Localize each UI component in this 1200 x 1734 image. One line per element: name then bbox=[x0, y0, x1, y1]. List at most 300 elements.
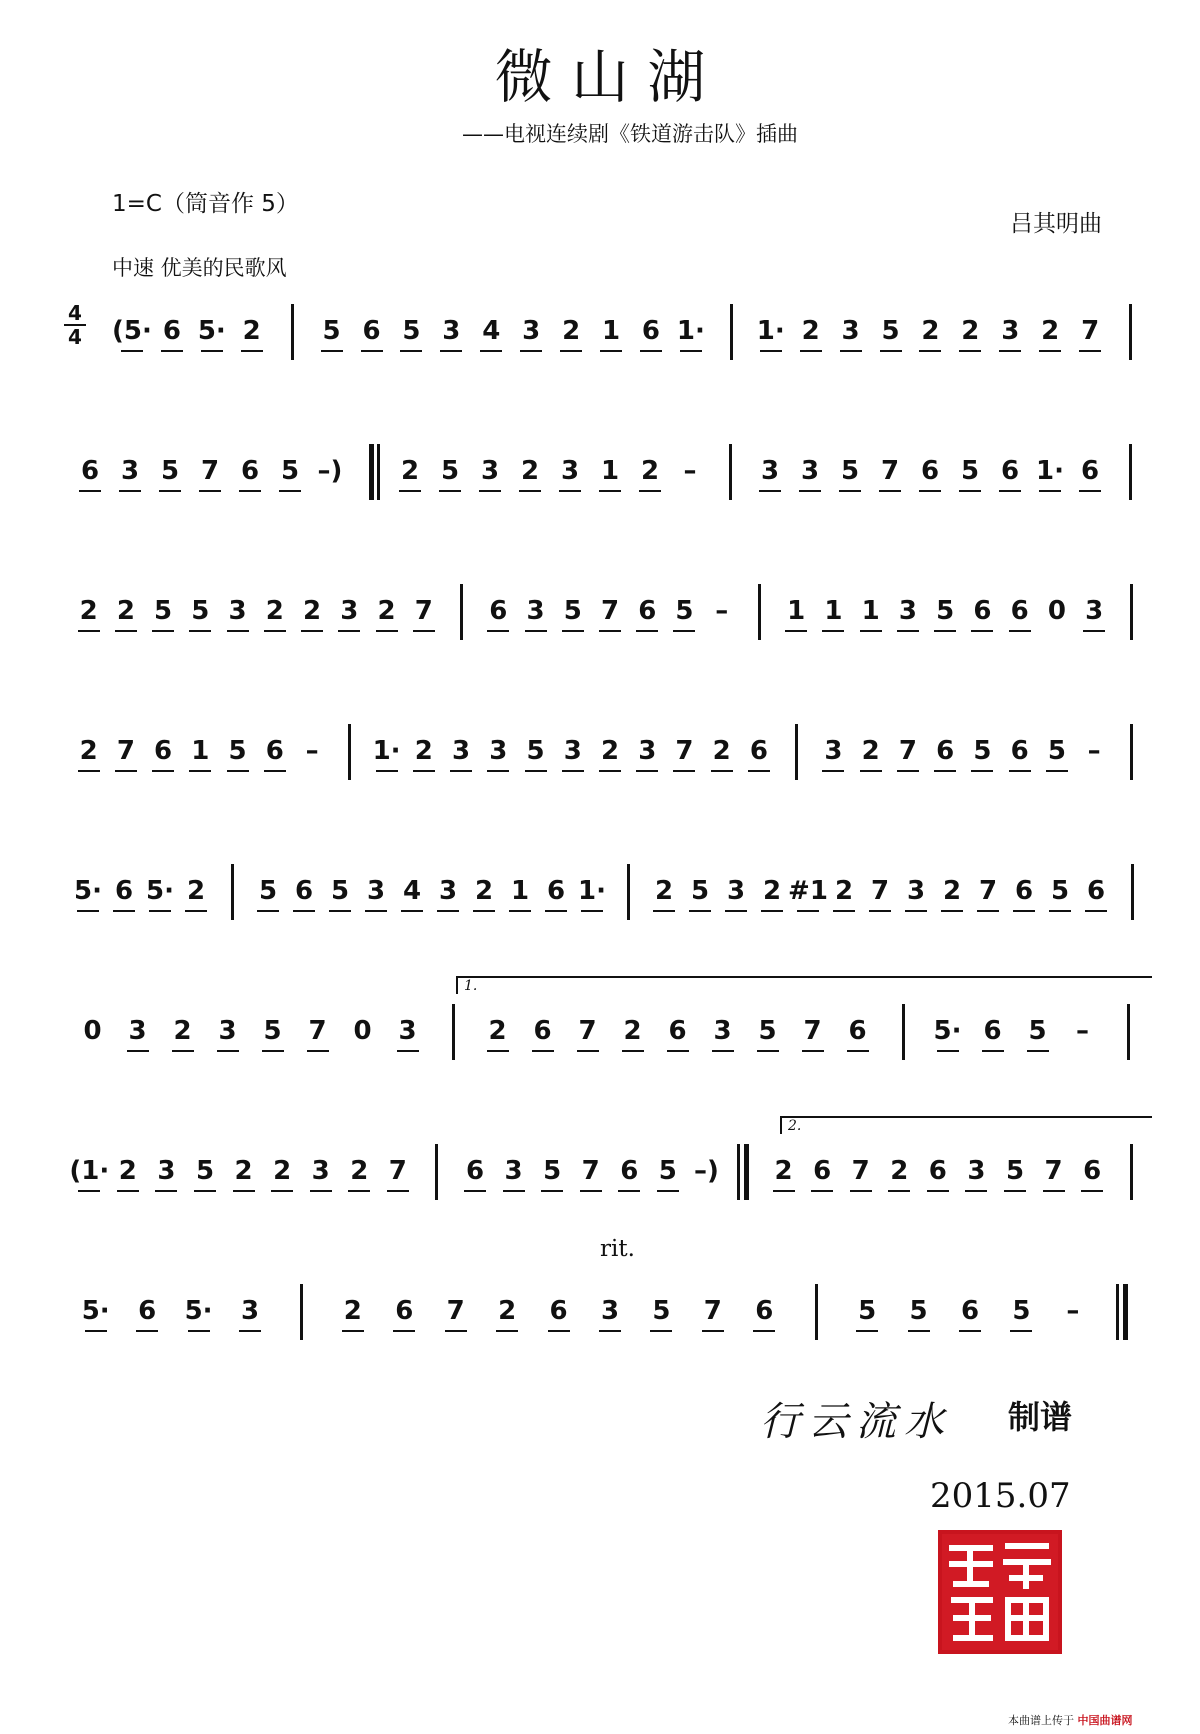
note: 7 bbox=[581, 1156, 600, 1186]
beam-line bbox=[1039, 490, 1061, 492]
beam-line bbox=[113, 910, 135, 912]
beam-line bbox=[241, 350, 263, 352]
beam-line bbox=[959, 350, 981, 352]
note: 6 bbox=[80, 456, 100, 486]
note: – bbox=[1087, 736, 1101, 766]
note: 2 bbox=[273, 1156, 292, 1186]
note: 3 bbox=[240, 1296, 260, 1326]
barline bbox=[348, 724, 351, 780]
note: 6 bbox=[755, 1296, 774, 1326]
beam-line bbox=[338, 630, 360, 632]
beam-line bbox=[387, 1190, 409, 1192]
note: 4 bbox=[402, 876, 422, 906]
note: 2 bbox=[861, 736, 880, 766]
beam-line bbox=[321, 350, 343, 352]
note: 6 bbox=[265, 736, 284, 766]
beam-line bbox=[262, 1050, 284, 1052]
note: 5 bbox=[191, 596, 210, 626]
barline bbox=[1127, 1004, 1130, 1060]
beam-line bbox=[1079, 350, 1101, 352]
note: 1 bbox=[601, 316, 621, 346]
beam-line bbox=[548, 1330, 570, 1332]
note: –) bbox=[693, 1156, 719, 1186]
barline bbox=[1123, 1284, 1128, 1340]
beam-line bbox=[437, 910, 459, 912]
beam-line bbox=[689, 910, 711, 912]
score-line-7 bbox=[0, 1140, 1200, 1220]
note: 6 bbox=[362, 316, 381, 346]
note: 5 bbox=[909, 1296, 928, 1326]
barline bbox=[744, 1144, 749, 1200]
note: 5· bbox=[146, 876, 174, 906]
note: 6 bbox=[114, 876, 134, 906]
note: – bbox=[683, 456, 697, 486]
note: – bbox=[715, 596, 729, 626]
note: 2 bbox=[400, 456, 420, 486]
beam-line bbox=[413, 630, 435, 632]
beam-line bbox=[509, 910, 531, 912]
beam-line bbox=[1079, 490, 1101, 492]
beam-line bbox=[307, 1050, 329, 1052]
note: 3 bbox=[340, 596, 359, 626]
note: 5 bbox=[1028, 1016, 1047, 1046]
key-signature: 1=C（筒音作 5） bbox=[112, 191, 299, 217]
beam-line bbox=[640, 350, 662, 352]
beam-line bbox=[599, 630, 621, 632]
beam-line bbox=[152, 630, 174, 632]
subtitle: ——电视连续剧《铁道游击队》插曲 bbox=[462, 122, 798, 146]
note: 5· bbox=[933, 1016, 962, 1046]
beam-line bbox=[161, 350, 183, 352]
note: –) bbox=[317, 456, 343, 486]
beam-line bbox=[560, 350, 582, 352]
beam-line bbox=[149, 910, 171, 912]
beam-line bbox=[599, 770, 621, 772]
beam-line bbox=[189, 770, 211, 772]
note: 2 bbox=[234, 1156, 253, 1186]
note: 2 bbox=[762, 876, 782, 906]
note: 1 bbox=[787, 596, 806, 626]
beam-line bbox=[348, 1190, 370, 1192]
note: 7 bbox=[414, 596, 433, 626]
note: 2 bbox=[1041, 316, 1060, 346]
beam-line bbox=[725, 910, 747, 912]
barline bbox=[1130, 1144, 1133, 1200]
beam-line bbox=[78, 630, 100, 632]
beam-line bbox=[78, 770, 100, 772]
beam-line bbox=[440, 350, 462, 352]
beam-line bbox=[520, 350, 542, 352]
note: 1· bbox=[676, 316, 705, 346]
score-line-6 bbox=[0, 1000, 1200, 1080]
note: 7 bbox=[116, 736, 135, 766]
beam-line bbox=[673, 770, 695, 772]
beam-line bbox=[636, 770, 658, 772]
note: 1 bbox=[600, 456, 620, 486]
beam-line bbox=[905, 910, 927, 912]
beam-line bbox=[869, 910, 891, 912]
beam-line bbox=[217, 1050, 239, 1052]
beam-line bbox=[833, 910, 855, 912]
beam-line bbox=[856, 1330, 878, 1332]
beam-line bbox=[999, 490, 1021, 492]
note: 2 bbox=[600, 736, 620, 766]
note: 6 bbox=[960, 1296, 980, 1326]
note: 5· bbox=[74, 876, 102, 906]
note: 6 bbox=[465, 1156, 485, 1186]
beam-line bbox=[1010, 1330, 1032, 1332]
beam-line bbox=[636, 630, 658, 632]
note: 2 bbox=[474, 876, 494, 906]
barline bbox=[1129, 304, 1132, 360]
beam-line bbox=[329, 910, 351, 912]
note: 3 bbox=[560, 456, 580, 486]
beam-line bbox=[464, 1190, 486, 1192]
beam-line bbox=[77, 910, 99, 912]
tempo-marking: 中速 优美的民歌风 bbox=[112, 256, 287, 280]
note: 6 bbox=[154, 736, 173, 766]
note: 2 bbox=[242, 316, 261, 346]
beam-line bbox=[172, 1050, 194, 1052]
note: 2 bbox=[640, 456, 660, 486]
beam-line bbox=[119, 490, 141, 492]
note: 3 bbox=[228, 596, 247, 626]
note: 3 bbox=[841, 316, 860, 346]
note: 5 bbox=[1050, 876, 1070, 906]
note: 7 bbox=[851, 1156, 870, 1186]
note: 6 bbox=[1010, 736, 1029, 766]
beam-line bbox=[577, 1050, 599, 1052]
beam-line bbox=[159, 490, 181, 492]
beam-line bbox=[115, 770, 137, 772]
note: 3 bbox=[526, 596, 545, 626]
note: 7 bbox=[803, 1016, 822, 1046]
beam-line bbox=[599, 1330, 621, 1332]
note: 2 bbox=[79, 596, 98, 626]
beam-line bbox=[581, 910, 603, 912]
note: 5 bbox=[881, 316, 900, 346]
beam-line bbox=[1027, 1050, 1049, 1052]
note: 2 bbox=[350, 1156, 369, 1186]
note: 1 bbox=[191, 736, 210, 766]
note: 2 bbox=[377, 596, 396, 626]
note: 3 bbox=[600, 1296, 620, 1326]
beam-line bbox=[1046, 770, 1068, 772]
beam-line bbox=[711, 770, 733, 772]
beam-line bbox=[199, 490, 221, 492]
note: 7 bbox=[1044, 1156, 1063, 1186]
beam-line bbox=[1004, 1190, 1026, 1192]
barline bbox=[902, 1004, 905, 1060]
beam-line bbox=[532, 1050, 554, 1052]
footer-credit bbox=[1008, 1712, 1133, 1728]
note: 7 bbox=[446, 1296, 465, 1326]
beam-line bbox=[1085, 910, 1107, 912]
note: 6 bbox=[620, 1156, 639, 1186]
note: 2 bbox=[562, 316, 581, 346]
note: 3 bbox=[824, 736, 843, 766]
note: 5 bbox=[563, 596, 582, 626]
beam-line bbox=[799, 490, 821, 492]
note: 7 bbox=[308, 1016, 327, 1046]
beam-line bbox=[264, 630, 286, 632]
beam-line bbox=[934, 630, 956, 632]
beam-line bbox=[908, 1330, 930, 1332]
barline bbox=[300, 1284, 303, 1340]
beam-line bbox=[293, 910, 315, 912]
beam-line bbox=[85, 1330, 107, 1332]
beam-line bbox=[811, 1190, 833, 1192]
note: 6 bbox=[641, 316, 660, 346]
beam-line bbox=[580, 1190, 602, 1192]
beam-line bbox=[545, 910, 567, 912]
beam-line bbox=[712, 1050, 734, 1052]
note: 5 bbox=[858, 1296, 877, 1326]
note: 6 bbox=[813, 1156, 832, 1186]
beam-line bbox=[310, 1190, 332, 1192]
beam-line bbox=[797, 910, 819, 912]
score-line-5 bbox=[0, 860, 1200, 940]
beam-line bbox=[342, 1330, 364, 1332]
beam-line bbox=[117, 1190, 139, 1192]
beam-line bbox=[971, 770, 993, 772]
beam-line bbox=[562, 770, 584, 772]
note: 5 bbox=[1005, 1156, 1025, 1186]
note: 5 bbox=[263, 1016, 282, 1046]
note: 2 bbox=[118, 1156, 137, 1186]
beam-line bbox=[673, 630, 695, 632]
volta-bracket-2 bbox=[780, 1116, 1152, 1134]
beam-line bbox=[1081, 1190, 1103, 1192]
beam-line bbox=[487, 1050, 509, 1052]
note: 6 bbox=[1000, 456, 1020, 486]
beam-line bbox=[503, 1190, 525, 1192]
beam-line bbox=[802, 1050, 824, 1052]
beam-line bbox=[239, 490, 261, 492]
note: 6 bbox=[240, 456, 260, 486]
note: 5 bbox=[758, 1016, 777, 1046]
beam-line bbox=[839, 490, 861, 492]
beam-line bbox=[136, 1330, 158, 1332]
note: 3 bbox=[480, 456, 500, 486]
beam-line bbox=[496, 1330, 518, 1332]
beam-line bbox=[227, 630, 249, 632]
note: (5· bbox=[112, 316, 152, 346]
note: 0 bbox=[1047, 596, 1066, 626]
note: 3 bbox=[906, 876, 926, 906]
note: 2 bbox=[654, 876, 674, 906]
beam-line bbox=[702, 1330, 724, 1332]
seal-glyphs bbox=[942, 1534, 1058, 1650]
beam-line bbox=[959, 1330, 981, 1332]
beam-line bbox=[850, 1190, 872, 1192]
note: 3 bbox=[504, 1156, 523, 1186]
barline bbox=[1130, 584, 1133, 640]
beam-line bbox=[667, 1050, 689, 1052]
barline bbox=[627, 864, 630, 920]
note: 5 bbox=[402, 316, 421, 346]
barline bbox=[231, 864, 234, 920]
beam-line bbox=[233, 1190, 255, 1192]
barline-secondary bbox=[737, 1144, 740, 1200]
beam-line bbox=[879, 490, 901, 492]
beam-line bbox=[822, 630, 844, 632]
beam-line bbox=[860, 630, 882, 632]
note: 2 bbox=[942, 876, 962, 906]
note: 6 bbox=[489, 596, 508, 626]
note: 2 bbox=[961, 316, 980, 346]
beam-line bbox=[127, 1050, 149, 1052]
note: 3 bbox=[563, 736, 582, 766]
note: 6 bbox=[928, 1156, 947, 1186]
note: 4 bbox=[482, 316, 501, 346]
beam-line bbox=[487, 770, 509, 772]
score-line-3 bbox=[0, 580, 1200, 660]
beam-line bbox=[152, 770, 174, 772]
note: 3 bbox=[311, 1156, 330, 1186]
note: 5 bbox=[160, 456, 180, 486]
note: 5 bbox=[280, 456, 300, 486]
note: 7 bbox=[1081, 316, 1100, 346]
note: 7 bbox=[880, 456, 900, 486]
beam-line bbox=[937, 1050, 959, 1052]
beam-line bbox=[622, 1050, 644, 1052]
note: 5 bbox=[658, 1156, 677, 1186]
note: 3 bbox=[898, 596, 917, 626]
note: 6 bbox=[546, 876, 566, 906]
note: 3 bbox=[438, 876, 458, 906]
beam-line bbox=[1009, 770, 1031, 772]
note: 6 bbox=[668, 1016, 687, 1046]
beam-line bbox=[757, 1050, 779, 1052]
note: 3 bbox=[218, 1016, 237, 1046]
note: 2 bbox=[498, 1296, 517, 1326]
beam-line bbox=[559, 490, 581, 492]
beam-line bbox=[759, 490, 781, 492]
barline bbox=[369, 444, 374, 500]
beam-line bbox=[650, 1330, 672, 1332]
beam-line bbox=[657, 1190, 679, 1192]
note: 2 bbox=[801, 316, 820, 346]
note: 0 bbox=[353, 1016, 372, 1046]
volta-label-1: 1. bbox=[464, 978, 478, 994]
beam-line bbox=[680, 350, 702, 352]
beam-line bbox=[541, 1190, 563, 1192]
note: 6 bbox=[1083, 1156, 1102, 1186]
note: 3 bbox=[157, 1156, 176, 1186]
date: 2015.07 bbox=[930, 1476, 1071, 1516]
beam-line bbox=[239, 1330, 261, 1332]
note: 5 bbox=[330, 876, 350, 906]
beam-line bbox=[480, 350, 502, 352]
note: 2 bbox=[921, 316, 940, 346]
note: 7 bbox=[978, 876, 998, 906]
beam-line bbox=[860, 770, 882, 772]
note: 3 bbox=[442, 316, 461, 346]
barline bbox=[815, 1284, 818, 1340]
beam-line bbox=[445, 1330, 467, 1332]
beam-line bbox=[376, 630, 398, 632]
note: 2 bbox=[303, 596, 322, 626]
beam-line bbox=[941, 910, 963, 912]
beam-line bbox=[271, 1190, 293, 1192]
note: 6 bbox=[395, 1296, 414, 1326]
note: – bbox=[305, 736, 319, 766]
note: 2 bbox=[79, 736, 98, 766]
beam-line bbox=[79, 490, 101, 492]
beam-line bbox=[397, 1050, 419, 1052]
note: 6 bbox=[973, 596, 992, 626]
score-line-2 bbox=[0, 440, 1200, 520]
beam-line bbox=[479, 490, 501, 492]
beam-line bbox=[653, 910, 675, 912]
note: 2 bbox=[265, 596, 284, 626]
barline bbox=[291, 304, 294, 360]
note: 6 bbox=[138, 1296, 157, 1326]
note: 5 bbox=[195, 1156, 215, 1186]
beam-line bbox=[525, 630, 547, 632]
note: 3 bbox=[366, 876, 386, 906]
beam-line bbox=[189, 630, 211, 632]
beam-line bbox=[393, 1330, 415, 1332]
beam-line bbox=[965, 1190, 987, 1192]
barline bbox=[795, 724, 798, 780]
note: 6 bbox=[549, 1296, 568, 1326]
beam-line bbox=[121, 350, 143, 352]
note: 6 bbox=[983, 1016, 1002, 1046]
note: 5 bbox=[690, 876, 710, 906]
note: 5 bbox=[1047, 736, 1066, 766]
beam-line bbox=[1043, 1190, 1065, 1192]
note: 5· bbox=[81, 1296, 110, 1326]
barline bbox=[1131, 864, 1134, 920]
beam-line bbox=[639, 490, 661, 492]
note: 5 bbox=[322, 316, 341, 346]
transcriber-label: 制谱 bbox=[1008, 1398, 1073, 1436]
note: 5 bbox=[936, 596, 955, 626]
beam-line bbox=[618, 1190, 640, 1192]
beam-line bbox=[971, 630, 993, 632]
note: – bbox=[1076, 1016, 1089, 1046]
beam-line bbox=[982, 1050, 1004, 1052]
barline bbox=[1130, 724, 1133, 780]
note: 6 bbox=[1010, 596, 1029, 626]
barline bbox=[460, 584, 463, 640]
page-title: 微 山 湖 bbox=[494, 43, 706, 111]
beam-line bbox=[897, 630, 919, 632]
transcriber-signature: 行云流水 bbox=[760, 1399, 952, 1445]
beam-line bbox=[473, 910, 495, 912]
beam-line bbox=[264, 770, 286, 772]
note: 3 bbox=[638, 736, 657, 766]
note: 7 bbox=[578, 1016, 597, 1046]
beam-line bbox=[773, 1190, 795, 1192]
beam-line bbox=[600, 350, 622, 352]
volta-bracket-1 bbox=[456, 976, 1152, 994]
note: 5 bbox=[258, 876, 278, 906]
beam-line bbox=[977, 910, 999, 912]
note: 6 bbox=[848, 1016, 867, 1046]
score-line-1 bbox=[0, 300, 1200, 380]
time-signature-bottom: 4 bbox=[68, 325, 82, 349]
note: 5 bbox=[675, 596, 694, 626]
note: 1· bbox=[578, 876, 606, 906]
composer: 吕其明曲 bbox=[1010, 211, 1102, 237]
note: 3 bbox=[1085, 596, 1104, 626]
beam-line bbox=[1009, 630, 1031, 632]
beam-line bbox=[959, 490, 981, 492]
beam-line bbox=[525, 770, 547, 772]
